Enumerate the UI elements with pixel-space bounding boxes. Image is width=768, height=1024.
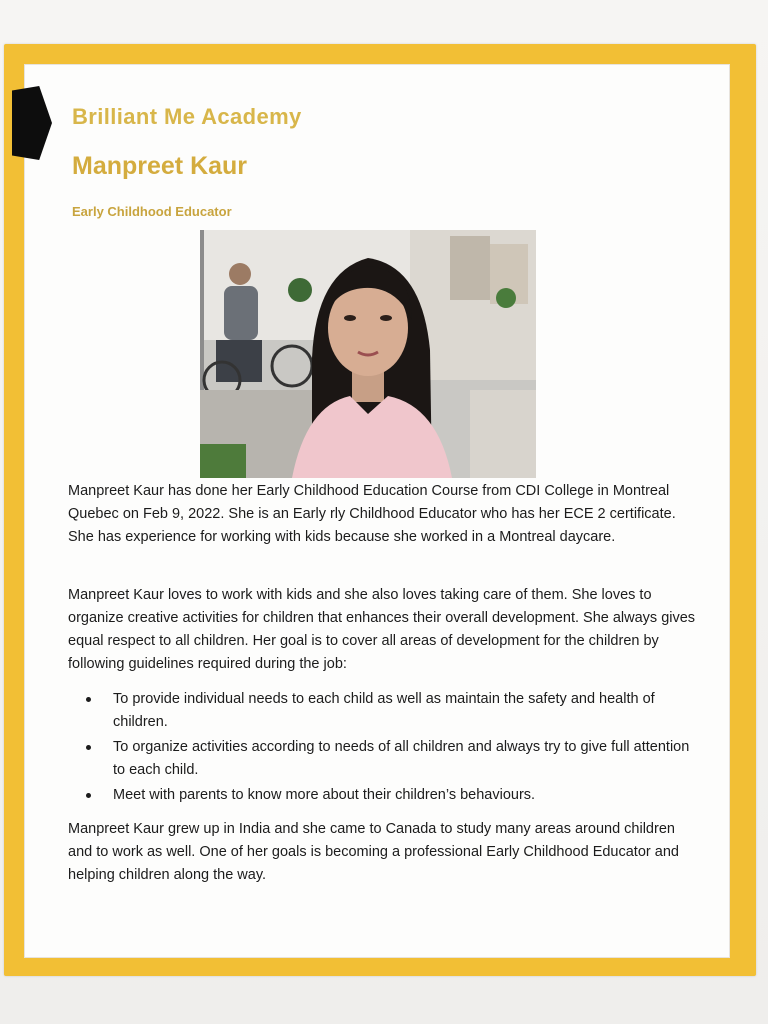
list-item: [86, 688, 692, 734]
job-title: Early Childhood Educator: [72, 204, 232, 219]
interests-paragraph: Manpreet Kaur loves to work with kids and she also loves taking care of them. She loves to organize creative activities for children that enhances their overall development. She always gives equal respect to all children. Her goal is to cover all areas of development for the children by following guidelines required during the job:: [68, 587, 696, 672]
intro-paragraph: Manpreet Kaur has done her Early Childhood Education Course from CDI College in Montreal Quebec on Feb 9, 2022. She is an Early rly Childhood Educator who has her ECE 2 certificate. She has experience for working with kids because she worked in a Montreal daycare.: [68, 483, 676, 545]
bullet-dot-icon: [86, 793, 91, 798]
portrait-illustration: [200, 230, 536, 478]
list-item-text: Meet with parents to know more about their children’s behaviours.: [113, 787, 536, 803]
list-item-text: To organize activities according to needs of all children and always try to give full attention to each child.: [113, 739, 690, 778]
person-name: Manpreet Kaur: [72, 152, 248, 180]
background-paragraph: Manpreet Kaur grew up in India and she came to Canada to study many areas around children and to work as well. One of her goals is becoming a professional Early Childhood Educator and helping children along the way.: [68, 821, 679, 883]
academy-title: Brilliant Me Academy: [72, 104, 302, 129]
bullet-dot-icon: [86, 745, 91, 750]
list-item-text: To provide individual needs to each child as well as maintain the safety and health of children.: [113, 691, 655, 730]
portrait-photo: [200, 230, 536, 478]
list-item: [86, 784, 692, 807]
bullet-dot-icon: [86, 697, 91, 702]
goals-list: [86, 688, 692, 809]
list-item: [86, 736, 692, 782]
